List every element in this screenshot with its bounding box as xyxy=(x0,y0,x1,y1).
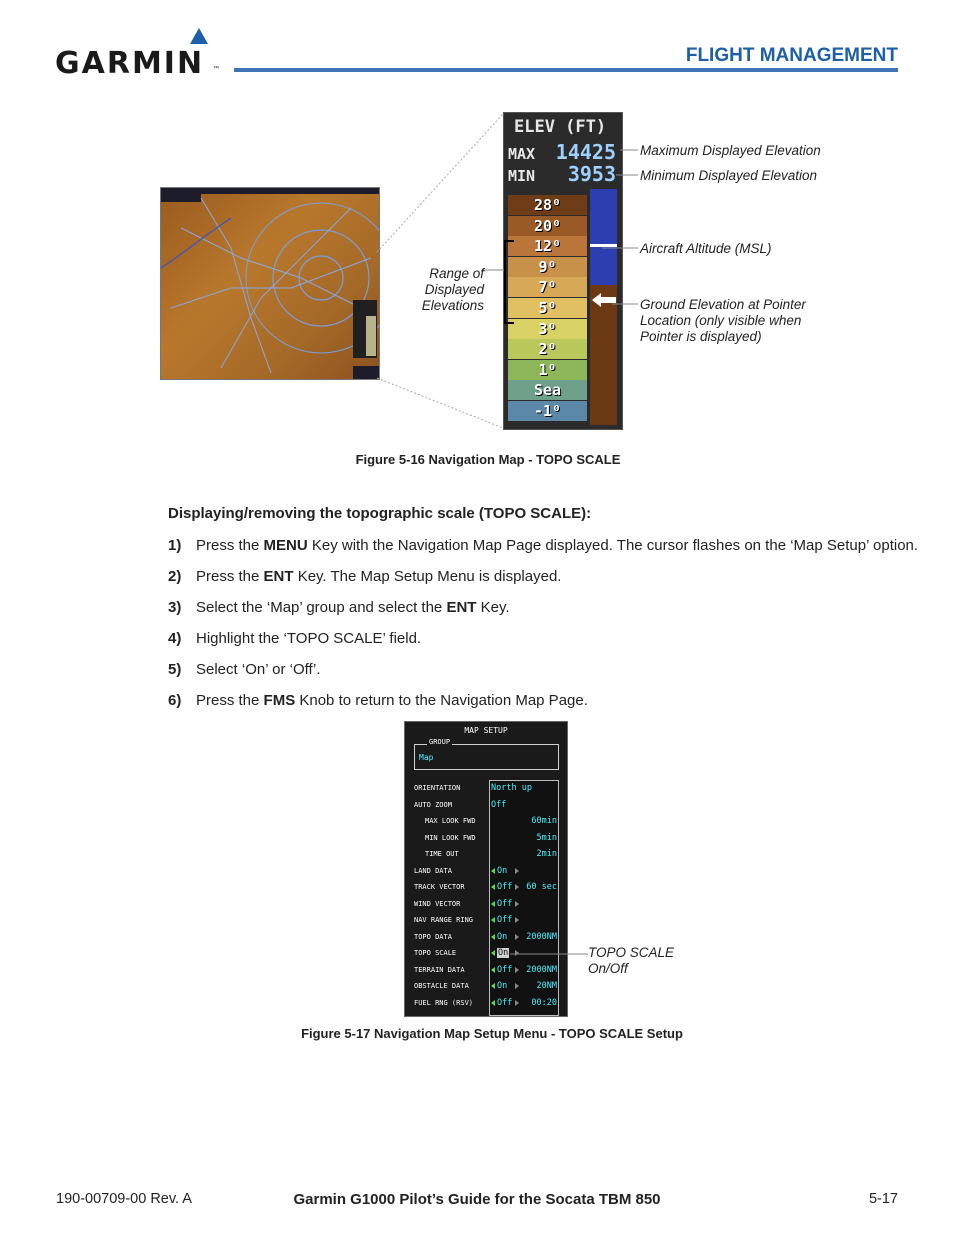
map-setup-title: MAP SETUP xyxy=(464,726,508,735)
procedure-step xyxy=(168,537,918,554)
map-setup-menu xyxy=(404,721,568,1017)
setup-row-label: AUTO ZOOM xyxy=(414,800,452,809)
step-text-continued: Key. xyxy=(476,599,510,616)
step-text: Press the xyxy=(196,537,264,554)
right-arrow-icon[interactable] xyxy=(515,901,519,907)
right-arrow-icon[interactable] xyxy=(515,983,519,989)
elevation-band: Sea xyxy=(508,380,587,400)
procedure-step xyxy=(168,692,588,709)
setup-row-label: LAND DATA xyxy=(414,866,452,875)
setup-row-value[interactable]: On xyxy=(497,981,508,991)
left-arrow-icon[interactable] xyxy=(491,967,495,973)
setup-row-label: ORIENTATION xyxy=(414,784,461,792)
step-number: 1) xyxy=(168,537,182,554)
step-text: Select ‘On’ or ‘Off’. xyxy=(196,661,321,678)
step-text-continued: Knob to return to the Navigation Map Page. xyxy=(295,692,588,709)
callout-ground-elevation: Ground Elevation at Pointer Location (only visible when Pointer is displayed) xyxy=(640,297,806,344)
right-arrow-icon[interactable] xyxy=(515,884,519,890)
logo-text: GARMIN xyxy=(55,46,205,81)
left-arrow-icon[interactable] xyxy=(491,950,495,956)
elevation-band: 1⁰ xyxy=(508,360,587,380)
setup-row-label: OBSTACLE DATA xyxy=(414,982,469,990)
logo-trademark: ™ xyxy=(213,66,219,72)
step-text: Press the xyxy=(196,568,264,585)
setup-row-label: WIND VECTOR xyxy=(414,899,461,908)
setup-row-label: TRACK VECTOR xyxy=(414,883,465,891)
group-label: GROUP xyxy=(429,738,451,746)
elevation-band: 2⁰ xyxy=(508,339,587,359)
elevation-band: 7⁰ xyxy=(508,277,587,297)
setup-row-label: NAV RANGE RING xyxy=(414,916,474,924)
setup-row-value[interactable]: On xyxy=(497,931,508,942)
setup-row-label: TOPO DATA xyxy=(414,932,452,941)
figure-5-16-caption: Figure 5-16 Navigation Map - TOPO SCALE xyxy=(355,452,621,467)
callout-min-elevation: Minimum Displayed Elevation xyxy=(640,168,818,183)
step-key-name: MENU xyxy=(263,537,308,554)
navigation-map-graphic xyxy=(161,188,379,379)
step-number: 3) xyxy=(168,599,182,616)
doc-number: 190-00709-00 Rev. A xyxy=(56,1191,192,1207)
setup-row-value[interactable]: Off xyxy=(491,799,507,810)
procedure-step xyxy=(168,630,421,647)
step-text: Highlight the ‘TOPO SCALE’ field. xyxy=(196,630,422,647)
guide-title: Garmin G1000 Pilot’s Guide for the Socata TBM 850 xyxy=(293,1191,661,1208)
setup-row-label: TOPO SCALE xyxy=(414,949,457,957)
step-text-continued: Key. The Map Setup Menu is displayed. xyxy=(293,568,562,585)
elevation-band: -1⁰ xyxy=(508,401,587,421)
callout-range-of-elevations: Range of Displayed Elevations xyxy=(421,266,484,313)
left-arrow-icon[interactable] xyxy=(491,917,495,923)
right-arrow-icon[interactable] xyxy=(515,917,519,923)
setup-row-value[interactable]: Off xyxy=(497,997,513,1008)
elevation-band: 9⁰ xyxy=(508,257,587,277)
setup-row-secondary-value[interactable]: 5min xyxy=(536,832,557,843)
left-arrow-icon[interactable] xyxy=(491,901,495,907)
procedure-step xyxy=(168,568,561,585)
setup-row-label: FUEL RNG (RSV) xyxy=(414,998,474,1007)
left-arrow-icon[interactable] xyxy=(491,1000,495,1006)
procedure-step xyxy=(168,661,320,678)
setup-row-value[interactable]: Off xyxy=(497,882,513,892)
elevation-band: 28⁰ xyxy=(508,195,587,215)
figure-5-17-caption: Figure 5-17 Navigation Map Setup Menu - TOPO SCALE Setup xyxy=(301,1026,683,1041)
group-selector[interactable] xyxy=(414,744,559,770)
setup-row-value[interactable]: Off xyxy=(497,915,513,925)
setup-row-value[interactable]: On xyxy=(497,865,508,876)
setup-row-value[interactable]: Off xyxy=(497,898,513,909)
min-elevation-value: 3953 xyxy=(567,162,616,186)
group-value: Map xyxy=(419,753,434,762)
max-elevation-value: 14425 xyxy=(555,140,616,164)
max-label: MAX xyxy=(508,145,536,163)
step-key-name: ENT xyxy=(446,599,477,616)
setup-row-secondary-value[interactable]: 20NM xyxy=(536,981,557,991)
setup-row-value[interactable]: On xyxy=(498,948,509,958)
min-label: MIN xyxy=(508,167,536,185)
left-arrow-icon[interactable] xyxy=(491,983,495,989)
setup-row-secondary-value[interactable]: 2000NM xyxy=(526,964,557,975)
topo-scale-callout-line xyxy=(510,948,590,960)
elevation-band: 3⁰ xyxy=(508,319,587,339)
section-title: FLIGHT MANAGEMENT xyxy=(685,45,898,66)
logo-triangle-icon xyxy=(190,28,208,44)
right-arrow-icon[interactable] xyxy=(515,1000,519,1006)
setup-row-secondary-value[interactable]: 2000NM xyxy=(526,931,557,942)
setup-row-secondary-value[interactable]: 60 sec xyxy=(526,882,557,892)
setup-row-label: TERRAIN DATA xyxy=(414,965,465,974)
right-arrow-icon[interactable] xyxy=(515,934,519,940)
page-number: 5-17 xyxy=(868,1191,898,1207)
callout-aircraft-altitude: Aircraft Altitude (MSL) xyxy=(640,241,772,256)
step-number: 5) xyxy=(168,661,182,678)
left-arrow-icon[interactable] xyxy=(491,884,495,890)
step-number: 2) xyxy=(168,568,182,585)
callout-topo-scale: TOPO SCALE On/Off xyxy=(588,945,675,976)
setup-row-secondary-value[interactable]: 2min xyxy=(536,849,557,859)
right-arrow-icon[interactable] xyxy=(515,967,519,973)
header-rule xyxy=(234,68,898,72)
elev-title: ELEV (FT) xyxy=(514,117,607,137)
step-text: Press the xyxy=(196,692,264,709)
elevation-band: 20⁰ xyxy=(508,216,587,236)
setup-row-value[interactable]: Off xyxy=(497,964,513,975)
right-arrow-icon[interactable] xyxy=(515,868,519,874)
garmin-logo xyxy=(55,26,225,81)
step-number: 4) xyxy=(168,630,182,647)
setup-row-value[interactable]: North up xyxy=(491,783,532,793)
left-arrow-icon[interactable] xyxy=(491,934,495,940)
elevation-band: 5⁰ xyxy=(508,298,587,318)
elevation-band: 12⁰ xyxy=(508,236,587,256)
procedure-step xyxy=(168,599,510,616)
callout-max-elevation: Maximum Displayed Elevation xyxy=(640,143,821,158)
procedure-title: Displaying/removing the topographic scale (TOPO SCALE): xyxy=(168,505,592,522)
step-text: Select the ‘Map’ group and select the xyxy=(196,599,447,616)
callout-leader-lines xyxy=(480,140,640,340)
navigation-map-image xyxy=(160,187,380,380)
setup-row-secondary-value[interactable]: 60min xyxy=(531,816,557,826)
setup-row-label: MAX LOOK FWD xyxy=(425,817,476,825)
step-number: 6) xyxy=(168,692,182,709)
setup-row-label: TIME OUT xyxy=(425,850,459,858)
step-key-name: FMS xyxy=(263,692,296,709)
left-arrow-icon[interactable] xyxy=(491,868,495,874)
step-key-name: ENT xyxy=(263,568,294,585)
setup-row-secondary-value[interactable]: 00:20 xyxy=(531,997,557,1008)
step-text-continued: Key with the Navigation Map Page displayed. The cursor flashes on the ‘Map Setup’ option. xyxy=(307,537,919,554)
setup-row-label: MIN LOOK FWD xyxy=(425,833,476,842)
